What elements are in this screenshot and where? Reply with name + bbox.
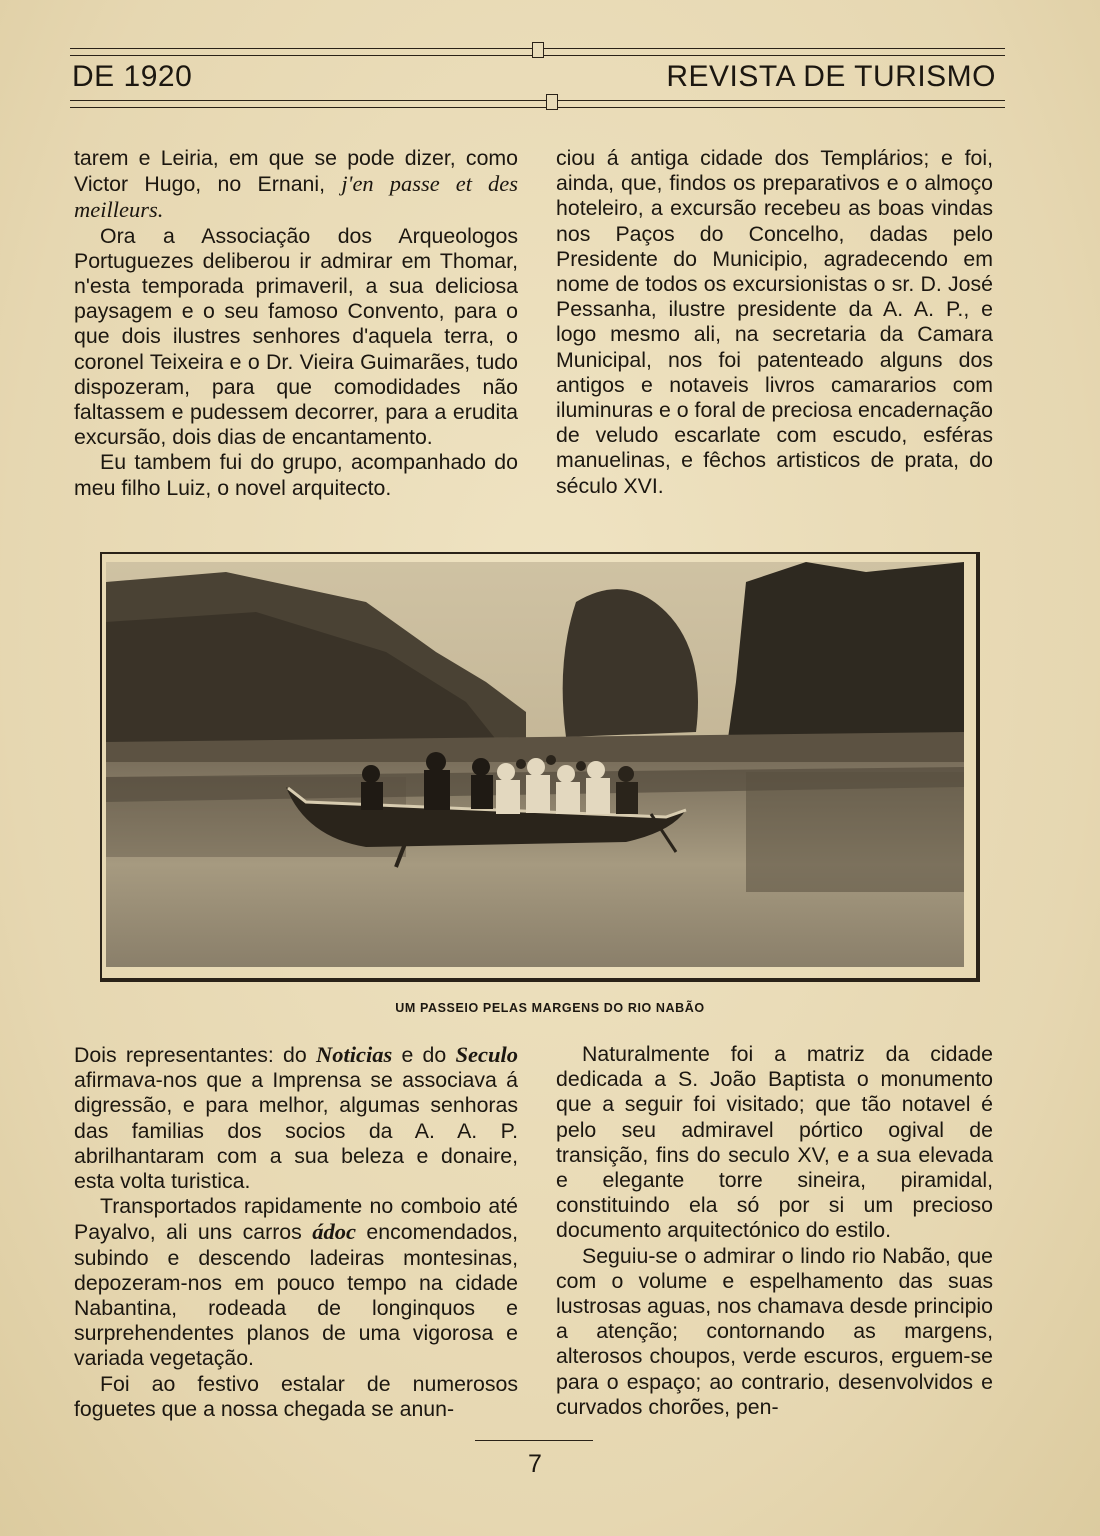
river-boat-image [106,562,964,967]
italic-quote: j'en passe et des meilleurs. [74,171,519,223]
paragraph: Foi ao festivo estalar de numerosos foguetes que a nossa chegada se anun- [74,1371,518,1421]
paragraph: Eu tambem fui do grupo, acompanhado do meu filho Luiz, o novel arquitecto. [74,450,518,500]
column-upper-right [556,146,993,499]
text-run: encomendados, subindo e descendo ladeiras montesinas, depozeram-nos em pouco tempo na cidade Nabantina, rodeada de longinquos e surprehendentes planos de uma vigorosa e variada vegetação. [74,1220,518,1371]
column-lower-left [74,1042,518,1422]
header-title: REVISTA DE TURISMO [666,60,996,93]
paragraph: Seguiu-se o admirar o lindo rio Nabão, que com o volume e espelhamento das suas lustrosas aguas, nos chamava desde principio a atenção; contornando as margens, alterosos choupos, verde escuros, erguem-se para o espaço; ao contrario, desenvolvidos e curvados chorões, pen- [556,1243,993,1419]
photo-caption: UM PASSEIO PELAS MARGENS DO RIO NABÃO [395,1001,705,1015]
page-number: 7 [528,1450,542,1478]
text-run: Transportados rapidamente no comboio até Payalvo, ali uns carros [74,1194,518,1245]
column-lower-right [556,1042,993,1420]
italic-term: ádoc [312,1219,356,1245]
newspaper-name: Noticias [315,1042,393,1067]
paragraph: Naturalmente foi a matriz da cidade dedicada a S. João Baptista o monumento que a seguir foi visitado; que tão notavel é pelo seu admiravel pórtico ogival de transição, fins do seculo XV, e a sua elevada e elegante torre sineira, piramidal, constituindo ela só por si um precioso documento arquitectónico do estilo. [556,1042,993,1243]
paragraph: Ora a Associação dos Arqueologos Portuguezes deliberou ir admirar em Thomar, n'esta temporada primaveril, a sua deliciosa paysagem e o seu famoso Convento, para o que dois ilustres senhores d'aquela terra, o coronel Teixeira e o Dr. Vieira Guimarães, tudo dispozeram, para que comodidades não faltassem e pudessem decorrer, para a erudita excursão, dois dias de encantamento. [74,223,518,450]
text-run: e do [392,1043,456,1067]
header-rule-top [70,48,1005,56]
folio-rule [475,1440,593,1441]
rule-ornament [532,42,544,58]
text-run: tarem e Leiria, em que se pode dizer, como Victor Hugo, no Ernani, [74,146,518,197]
paragraph [74,1042,518,1194]
paragraph [74,1194,518,1371]
paragraph [74,146,518,224]
text-run: afirmava-nos que a Imprensa se associava á digressão, e para melhor, algumas senhoras das familias dos socios da A. A. P. abrilhantaram com a sua beleza e donaire, esta volta turistica. [74,1068,518,1194]
text-run: Dois representantes: do [74,1043,316,1067]
rule-ornament [546,94,558,110]
header-rule-bottom [70,100,1005,108]
river-photo [106,562,964,967]
newspaper-name: Seculo [455,1042,518,1067]
column-upper-left [74,146,518,501]
header-date: DE 1920 [72,60,193,93]
paragraph: ciou á antiga cidade dos Templários; e foi, ainda, que, findos os preparativos e o almoço hoteleiro, a excursão recebeu as boas vindas nos Paços do Concelho, dadas pelo Presidente do Municipio, agradecendo em nome de todos os excursionistas o sr. D. José Pessanha, ilustre presidente da A. A. P., e logo mesmo ali, na secretaria da Camara Municipal, nos foi patenteado alguns dos antigos e notaveis livros camararios com iluminuras e o foral de preciosa encadernação de veludo escarlate com escudo, esféras manuelinas, e fêchos artisticos de prata, do século XVI. [556,146,993,498]
